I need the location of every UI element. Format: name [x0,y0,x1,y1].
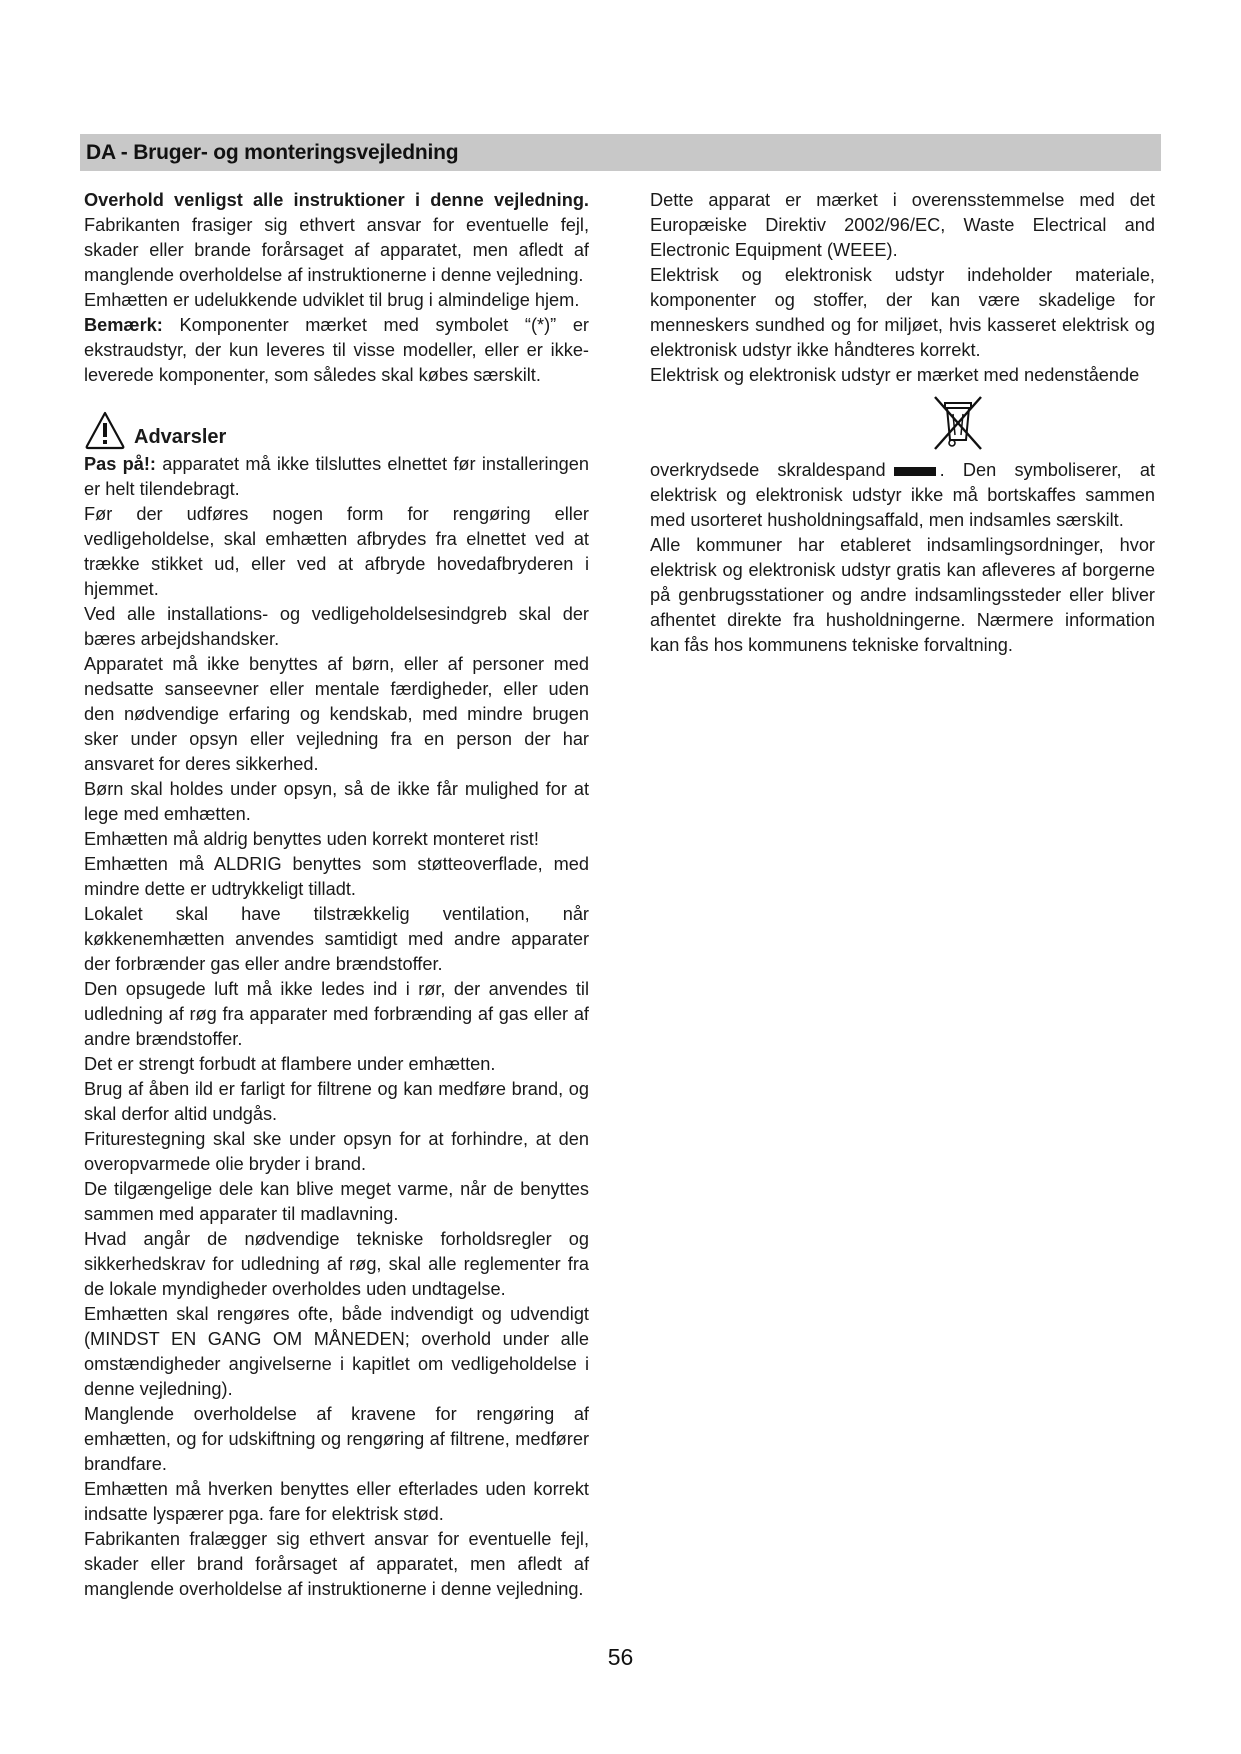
weee-symbol-text-before: overkrydsede skraldespand [650,460,886,480]
warning-paragraph: Emhætten må ALDRIG benyttes som støtteoverflade, med mindre dette er udtrykkeligt tilladt. [84,854,589,899]
note-label: Bemærk: [84,315,163,335]
warning-paragraph: Emhætten må hverken benyttes eller efterlades uden korrekt indsatte lyspærer pga. fare for elektrisk stød. [84,1479,589,1524]
left-column [84,188,589,1602]
warning-paragraph: Fabrikanten fralægger sig ethvert ansvar for eventuelle fejl, skader eller brand forårsaget af apparatet, men afledt af manglende overholdelse af instruktionerne i denne vejledning. [84,1529,589,1599]
warning-paragraph: Manglende overholdelse af kravene for rengøring af emhætten, og for udskiftning og rengøring af filtrene, medfører brandfare. [84,1404,589,1474]
warning-paragraph: De tilgængelige dele kan blive meget varme, når de benyttes sammen med apparater til madlavning. [84,1179,589,1224]
note-paragraph [84,313,589,388]
note-text: Komponenter mærket med symbolet “(*)” er ekstraudstyr, der kun leveres til visse modeller, eller er ikke-leverede komponenter, som således skal købes særskilt. [84,315,589,385]
weee-directive-paragraph: Dette apparat er mærket i overensstemmelse med det Europæiske Direktiv 2002/96/EC, Waste Electrical and Electronic Equipment (WEEE). [650,190,1155,260]
section-header-bar [80,134,1161,171]
intro-household-text: Emhætten er udelukkende udviklet til brug i almindelige hjem. [84,290,580,310]
caution-paragraph [84,452,589,502]
warning-paragraph: Hvad angår de nødvendige tekniske forholdsregler og sikkerhedskrav for udledning af røg, skal alle reglementer fra de lokale myndigheder overholdes uden undtagelse. [84,1229,589,1299]
section-title: DA - Bruger- og monteringsvejledning [86,141,459,164]
warning-triangle-icon [84,410,126,450]
weee-symbol-paragraph [650,458,1155,533]
intro-bold-text: Overhold venligst alle instruktioner i denne vejledning. [84,190,589,210]
warning-paragraph: Brug af åben ild er farligt for filtrene og kan medføre brand, og skal derfor altid undgås. [84,1079,589,1124]
black-bar-icon [894,467,936,476]
warning-paragraph: Ved alle installations- og vedligeholdelsesindgreb skal der bæres arbejdshandsker. [84,604,589,649]
warnings-title: Advarsler [134,426,227,448]
warnings-heading [84,408,589,450]
warning-paragraph: Apparatet må ikke benyttes af børn, eller af personer med nedsatte sanseevner eller mentale færdigheder, eller uden den nødvendige erfaring og kendskab, med mindre brugen sker under opsyn eller vejledning fra en person der har ansvaret for deres sikkerhed. [84,654,589,774]
intro-text: Fabrikanten frasiger sig ethvert ansvar for eventuelle fejl, skader eller brande forårsaget af apparatet, men afledt af manglende overholdelse af instruktionerne i denne vejledning. [84,215,589,285]
crossed-out-wheelie-bin-icon [931,394,985,452]
warning-paragraph: Før der udføres nogen form for rengøring eller vedligeholdelse, skal emhætten afbrydes fra elnettet ved at trække stikket ud, eller ved at afbryde hovedafbryderen i hjemmet. [84,504,589,599]
right-column [650,188,1155,658]
weee-collection-paragraph: Alle kommuner har etableret indsamlingsordninger, hvor elektrisk og elektronisk udstyr gratis kan afleveres af borgerne på genbrugsstationer og andre indsamlingssteder eller bliver afhentet direkte fra husholdningerne. Nærmere information kan fås hos kommunens tekniske forvaltning. [650,535,1155,655]
weee-symbol-text-after: . Den symboliserer, at elektrisk og elektronisk udstyr ikke må bortskaffes sammen med usorteret husholdningsaffald, men indsamles særskilt. [650,460,1155,530]
warning-paragraph: Friturestegning skal ske under opsyn for at forhindre, at den overopvarmede olie bryder i brand. [84,1129,589,1174]
warning-paragraph: Det er strengt forbudt at flambere under emhætten. [84,1054,496,1074]
warning-paragraph: Den opsugede luft må ikke ledes ind i rør, der anvendes til udledning af røg fra apparater med forbrænding af gas eller af andre brændstoffer. [84,979,589,1049]
weee-symbol-row [650,394,1155,454]
warning-paragraph: Emhætten må aldrig benyttes uden korrekt monteret rist! [84,829,539,849]
warning-paragraph: Børn skal holdes under opsyn, så de ikke får mulighed for at lege med emhætten. [84,779,589,824]
warning-paragraph: Emhætten skal rengøres ofte, både indvendigt og udvendigt (MINDST EN GANG OM MÅNEDEN; overhold under alle omstændigheder angivelserne i kapitlet om vedligeholdelse i denne vejledning). [84,1304,589,1399]
weee-hazard-paragraph: Elektrisk og elektronisk udstyr indeholder materiale, komponenter og stoffer, der kan være skadelige for menneskers sundhed og for miljøet, hvis kasseret elektrisk og elektronisk udstyr ikke håndteres korrekt. [650,265,1155,360]
weee-marking-paragraph: Elektrisk og elektronisk udstyr er mærket med nedenstående [650,365,1140,385]
caution-text: apparatet må ikke tilsluttes elnettet før installeringen er helt tilendebragt. [84,454,589,499]
warning-paragraph: Lokalet skal have tilstrækkelig ventilation, når køkkenemhætten anvendes samtidigt med andre apparater der forbrænder gas eller andre brændstoffer. [84,904,589,974]
intro-paragraph [84,188,589,288]
page-number: 56 [607,1644,634,1670]
caution-label: Pas på!: [84,454,156,474]
